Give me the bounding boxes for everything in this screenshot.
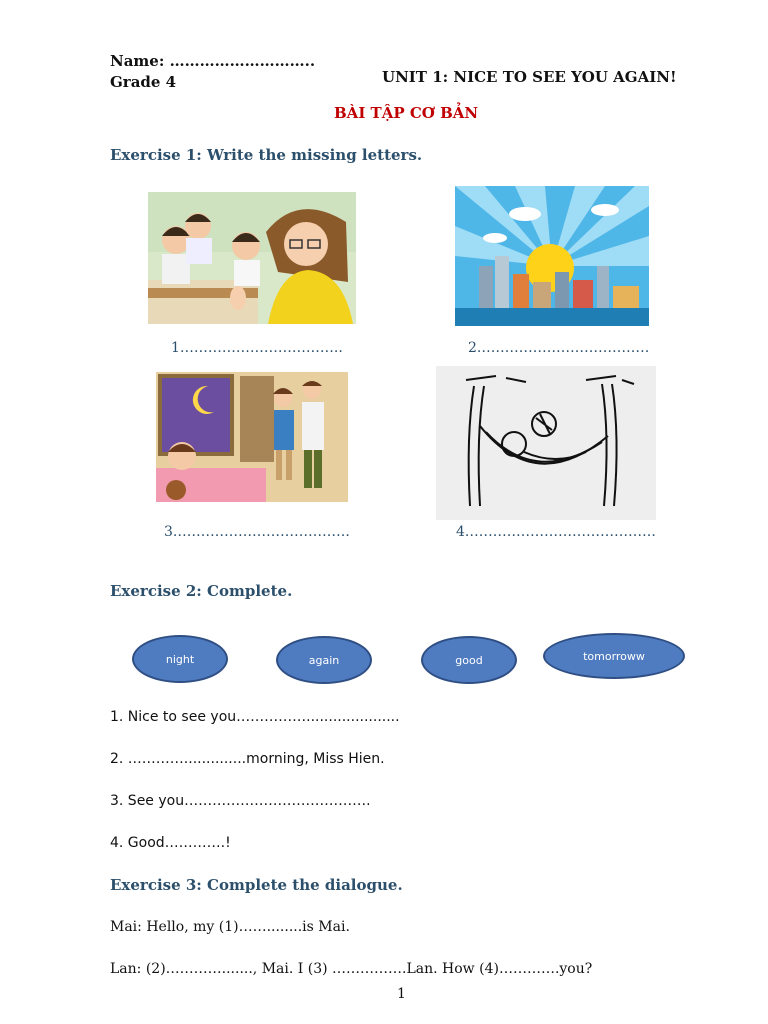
exercise1-caption-1: 1…………………………….. — [171, 340, 343, 356]
dialogue-line-mai: Mai: Hello, my (1)……........is Mai. — [110, 919, 350, 935]
word-option-good: good — [421, 636, 517, 684]
exercise2-sentence-2: 2. …………..............morning, Miss Hien. — [110, 751, 385, 767]
exercise2-sentence-3: 3. See you…………………………………. — [110, 793, 371, 809]
exercise1-caption-2: 2.……………………………… — [468, 340, 650, 356]
exercise1-caption-3: 3.………………………………. — [164, 524, 350, 540]
exercise2-sentence-1: 1. Nice to see you……………..................... — [110, 709, 400, 725]
exercise3-heading: Exercise 3: Complete the dialogue. — [110, 876, 403, 894]
word-option-tomorrow: tomorroww — [543, 633, 685, 679]
dialogue-line-lan: Lan: (2)…………......., Mai. I (3) …………….Lan. How (4)………….you? — [110, 961, 593, 977]
name-field-label: Name: ……………………….. — [110, 52, 316, 70]
exercise1-heading: Exercise 1: Write the missing letters. — [110, 146, 423, 164]
section-title: BÀI TẬP CƠ BẢN — [334, 104, 479, 122]
word-option-night: night — [132, 635, 228, 683]
exercise2-heading: Exercise 2: Complete. — [110, 582, 293, 600]
page-number: 1 — [397, 986, 406, 1002]
city-sunrise-picture — [455, 186, 649, 326]
classroom-greeting-picture — [148, 192, 356, 324]
hammock-sketch-picture — [436, 366, 656, 520]
grade-label: Grade 4 — [110, 73, 177, 91]
unit-title: UNIT 1: NICE TO SEE YOU AGAIN! — [382, 68, 677, 86]
exercise2-sentence-4: 4. Good………….! — [110, 835, 231, 851]
exercise1-caption-4: 4.…………………………………. — [456, 524, 656, 540]
word-option-again: again — [276, 636, 372, 684]
bedtime-parents-picture — [156, 372, 348, 502]
